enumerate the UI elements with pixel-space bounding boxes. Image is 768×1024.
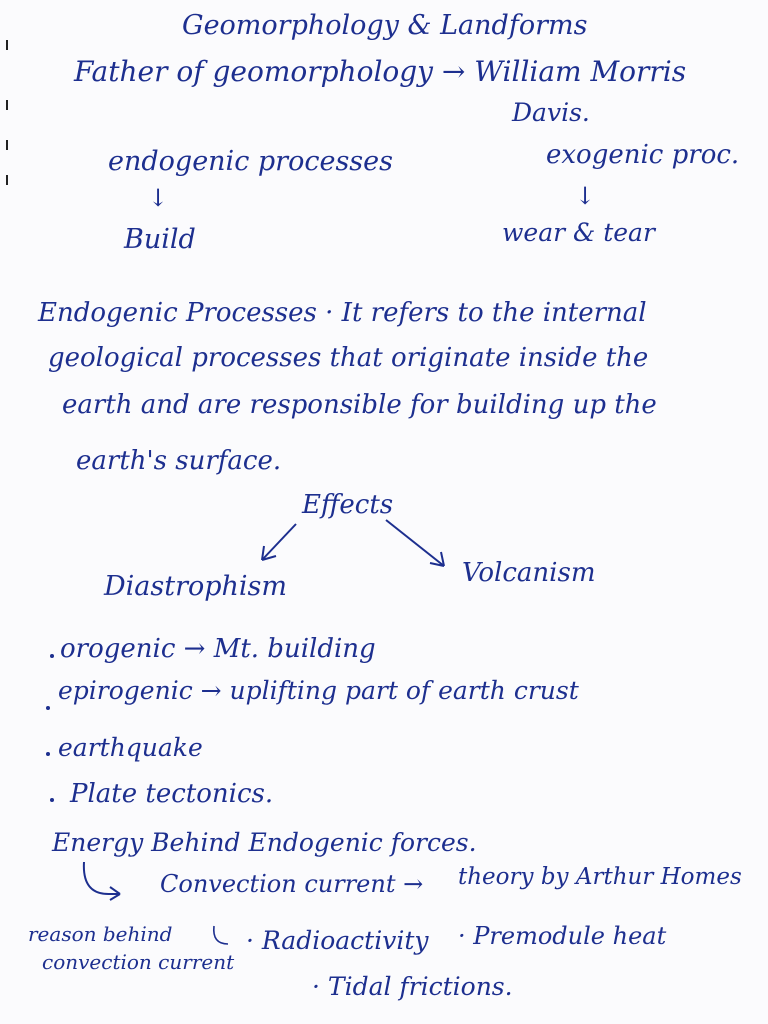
convection-current: Convection current →: [160, 870, 424, 898]
bullet-item: orogenic → Mt. building: [60, 634, 376, 664]
reason-label: reason behind: [28, 922, 173, 946]
bullet-dot: [50, 798, 54, 802]
father-line: Father of geomorphology → William Morris: [74, 55, 687, 88]
arrow-left-icon: [262, 524, 296, 560]
exogenic-effect: wear & tear: [502, 218, 655, 247]
volcanism-label: Volcanism: [462, 558, 596, 588]
page-title: Geomorphology & Landforms: [182, 10, 588, 41]
exogenic-arrow: ↓: [575, 182, 596, 210]
theory-label: theory by Arthur Homes: [458, 864, 742, 890]
endogenic-heading: endogenic processes: [108, 146, 393, 177]
bullet-dot: [50, 654, 54, 658]
definition-line: earth and are responsible for building up the: [62, 390, 657, 420]
primordial-heat-item: · Premodule heat: [458, 922, 667, 950]
endogenic-effect: Build: [124, 224, 196, 255]
radioactivity-item: · Radioactivity: [246, 926, 429, 955]
effects-label: Effects: [302, 490, 394, 520]
definition-line: geological processes that originate inside the: [48, 343, 649, 373]
bullet-dot: [46, 706, 50, 710]
father-line-2: Davis.: [512, 98, 590, 127]
bullet-item: Plate tectonics.: [70, 779, 274, 809]
energy-heading: Energy Behind Endogenic forces.: [52, 828, 477, 857]
bullet-item: earthquake: [58, 733, 203, 762]
reason-arrow-icon: [214, 926, 228, 944]
definition-line: Endogenic Processes · It refers to the internal: [38, 298, 647, 328]
endogenic-arrow: ↓: [148, 184, 169, 212]
reason-label-2: convection current: [42, 950, 235, 974]
bullet-dot: [46, 752, 50, 756]
arrow-right-icon: [386, 520, 444, 566]
bullet-item: epirogenic → uplifting part of earth crust: [58, 676, 579, 705]
exogenic-heading: exogenic proc.: [546, 140, 740, 170]
diastrophism-label: Diastrophism: [104, 571, 288, 602]
definition-line: earth's surface.: [76, 446, 282, 476]
tidal-friction-item: · Tidal frictions.: [312, 972, 513, 1001]
